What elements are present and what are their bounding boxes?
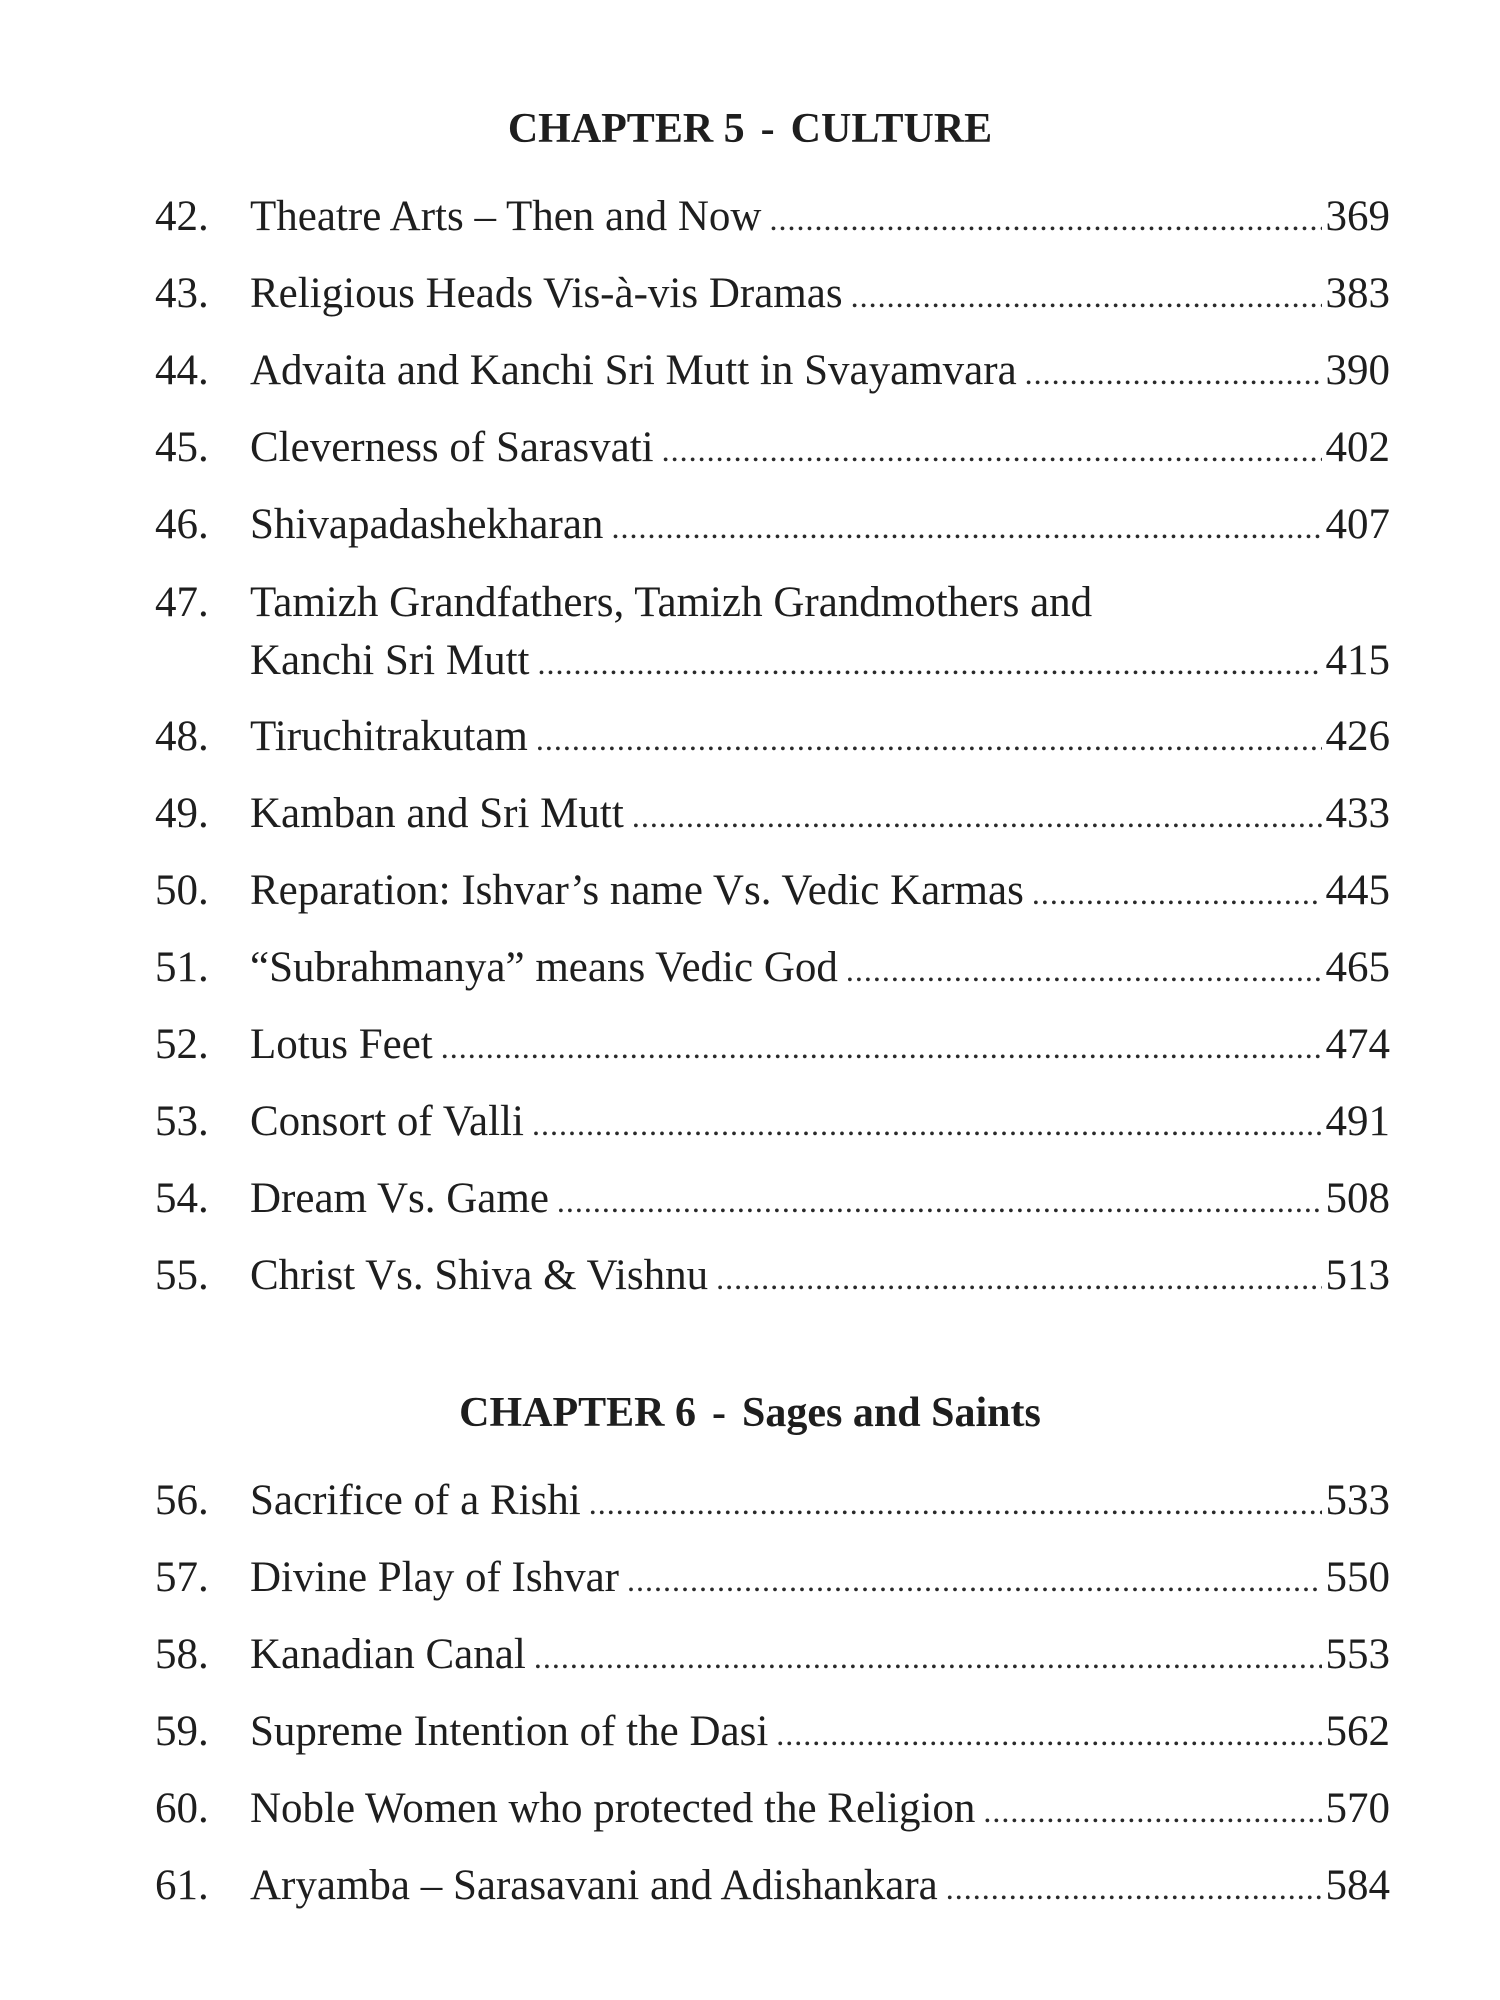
entry-page: 562 <box>1325 1708 1390 1755</box>
entry-title-line1: Tamizh Grandfathers, Tamizh Grandmothers and <box>250 579 1093 626</box>
entry-title: Dream Vs. Game <box>250 1175 549 1222</box>
toc-entry-50[interactable] <box>155 862 1390 920</box>
entry-title: Lotus Feet <box>250 1021 433 1068</box>
entry-number: 58. <box>155 1631 209 1678</box>
dot-leader <box>534 1628 1322 1686</box>
entry-page: 383 <box>1325 270 1390 317</box>
chapter-separator: - <box>712 1390 727 1436</box>
entry-page: 445 <box>1325 867 1390 914</box>
toc-entry-47[interactable] <box>155 574 1390 690</box>
entry-title: Religious Heads Vis-à-vis Dramas <box>250 270 843 317</box>
entry-number: 61. <box>155 1862 209 1909</box>
entry-number: 49. <box>155 790 209 837</box>
entry-page: 390 <box>1325 347 1390 394</box>
dot-leader <box>611 498 1321 556</box>
chapter-separator: - <box>760 106 775 152</box>
entry-title: Kamban and Sri Mutt <box>250 790 624 837</box>
dot-leader <box>632 787 1322 845</box>
entry-title: Supreme Intention of the Dasi <box>250 1708 769 1755</box>
dot-leader <box>537 634 1321 692</box>
entry-page: 553 <box>1325 1631 1390 1678</box>
dot-leader <box>716 1249 1321 1307</box>
dot-leader <box>776 1705 1321 1763</box>
entry-page: 513 <box>1325 1252 1390 1299</box>
entry-number: 57. <box>155 1554 209 1601</box>
entry-title: Aryamba – Sarasavani and Adishankara <box>250 1862 938 1909</box>
toc-entry-58[interactable] <box>155 1626 1390 1684</box>
dot-leader <box>770 190 1322 248</box>
toc-entry-48[interactable] <box>155 708 1390 766</box>
dot-leader <box>627 1551 1321 1609</box>
toc-entry-51[interactable] <box>155 939 1390 997</box>
chapter-name: Sages and Saints <box>742 1390 1041 1436</box>
dot-leader <box>846 941 1322 999</box>
toc-entry-46[interactable] <box>155 496 1390 554</box>
entry-number: 52. <box>155 1021 209 1068</box>
toc-entry-53[interactable] <box>155 1093 1390 1151</box>
entry-number: 59. <box>155 1708 209 1755</box>
entry-number: 46. <box>155 501 209 548</box>
toc-entry-52[interactable] <box>155 1016 1390 1074</box>
entry-page: 407 <box>1325 501 1390 548</box>
entry-page: 491 <box>1325 1098 1390 1145</box>
toc-entry-44[interactable] <box>155 342 1390 400</box>
toc-entry-49[interactable] <box>155 785 1390 843</box>
entry-title: Advaita and Kanchi Sri Mutt in Svayamvara <box>250 347 1017 394</box>
dot-leader <box>557 1172 1322 1230</box>
entry-number: 48. <box>155 713 209 760</box>
entry-page: 465 <box>1325 944 1390 991</box>
entry-title: Cleverness of Sarasvati <box>250 424 654 471</box>
entry-page: 508 <box>1325 1175 1390 1222</box>
chapter-label: CHAPTER 5 <box>507 106 745 152</box>
chapter-6-heading <box>0 1388 1500 1438</box>
entry-page: 533 <box>1325 1477 1390 1524</box>
entry-number: 47. <box>155 579 209 626</box>
dot-leader <box>662 421 1322 479</box>
entry-number: 60. <box>155 1785 209 1832</box>
dot-leader <box>983 1782 1321 1840</box>
entry-title: Consort of Valli <box>250 1098 524 1145</box>
entry-title: Noble Women who protected the Religion <box>250 1785 976 1832</box>
toc-entry-42[interactable] <box>155 188 1390 246</box>
entry-number: 50. <box>155 867 209 914</box>
entry-number: 45. <box>155 424 209 471</box>
entry-number: 56. <box>155 1477 209 1524</box>
dot-leader <box>589 1474 1322 1532</box>
entry-title: Kanadian Canal <box>250 1631 526 1678</box>
entry-page: 415 <box>1325 637 1390 684</box>
toc-entry-55[interactable] <box>155 1247 1390 1305</box>
entry-page: 584 <box>1325 1862 1390 1909</box>
dot-leader <box>1025 344 1322 402</box>
dot-leader <box>441 1018 1322 1076</box>
toc-entry-59[interactable] <box>155 1703 1390 1761</box>
toc-entry-43[interactable] <box>155 265 1390 323</box>
entry-page: 550 <box>1325 1554 1390 1601</box>
dot-leader <box>1032 864 1322 922</box>
entry-page: 402 <box>1325 424 1390 471</box>
entry-title: Sacrifice of a Rishi <box>250 1477 581 1524</box>
entry-title: Theatre Arts – Then and Now <box>250 193 762 240</box>
dot-leader <box>851 267 1322 325</box>
toc-entry-54[interactable] <box>155 1170 1390 1228</box>
entry-title: Kanchi Sri Mutt <box>250 637 530 684</box>
entry-page: 369 <box>1325 193 1390 240</box>
entry-number: 43. <box>155 270 209 317</box>
entry-number: 55. <box>155 1252 209 1299</box>
dot-leader <box>946 1859 1322 1917</box>
dot-leader <box>536 710 1322 768</box>
chapter-label: CHAPTER 6 <box>459 1390 697 1436</box>
entry-number: 53. <box>155 1098 209 1145</box>
toc-entry-57[interactable] <box>155 1549 1390 1607</box>
entry-page: 426 <box>1325 713 1390 760</box>
entry-number: 51. <box>155 944 209 991</box>
entry-title: Christ Vs. Shiva & Vishnu <box>250 1252 709 1299</box>
entry-number: 42. <box>155 193 209 240</box>
entry-number: 54. <box>155 1175 209 1222</box>
toc-entry-56[interactable] <box>155 1472 1390 1530</box>
entry-title: “Subrahmanya” means Vedic God <box>250 944 838 991</box>
entry-page: 570 <box>1325 1785 1390 1832</box>
toc-entry-45[interactable] <box>155 419 1390 477</box>
toc-entry-60[interactable] <box>155 1780 1390 1838</box>
entry-title: Shivapadashekharan <box>250 501 604 548</box>
toc-entry-61[interactable] <box>155 1857 1390 1915</box>
entry-title: Reparation: Ishvar’s name Vs. Vedic Karmas <box>250 867 1024 914</box>
entry-page: 433 <box>1325 790 1390 837</box>
entry-page: 474 <box>1325 1021 1390 1068</box>
entry-title: Tiruchitrakutam <box>250 713 528 760</box>
entry-title: Divine Play of Ishvar <box>250 1554 620 1601</box>
dot-leader <box>532 1095 1322 1153</box>
entry-number: 44. <box>155 347 209 394</box>
chapter-name: CULTURE <box>790 106 993 152</box>
chapter-5-heading <box>0 104 1500 154</box>
